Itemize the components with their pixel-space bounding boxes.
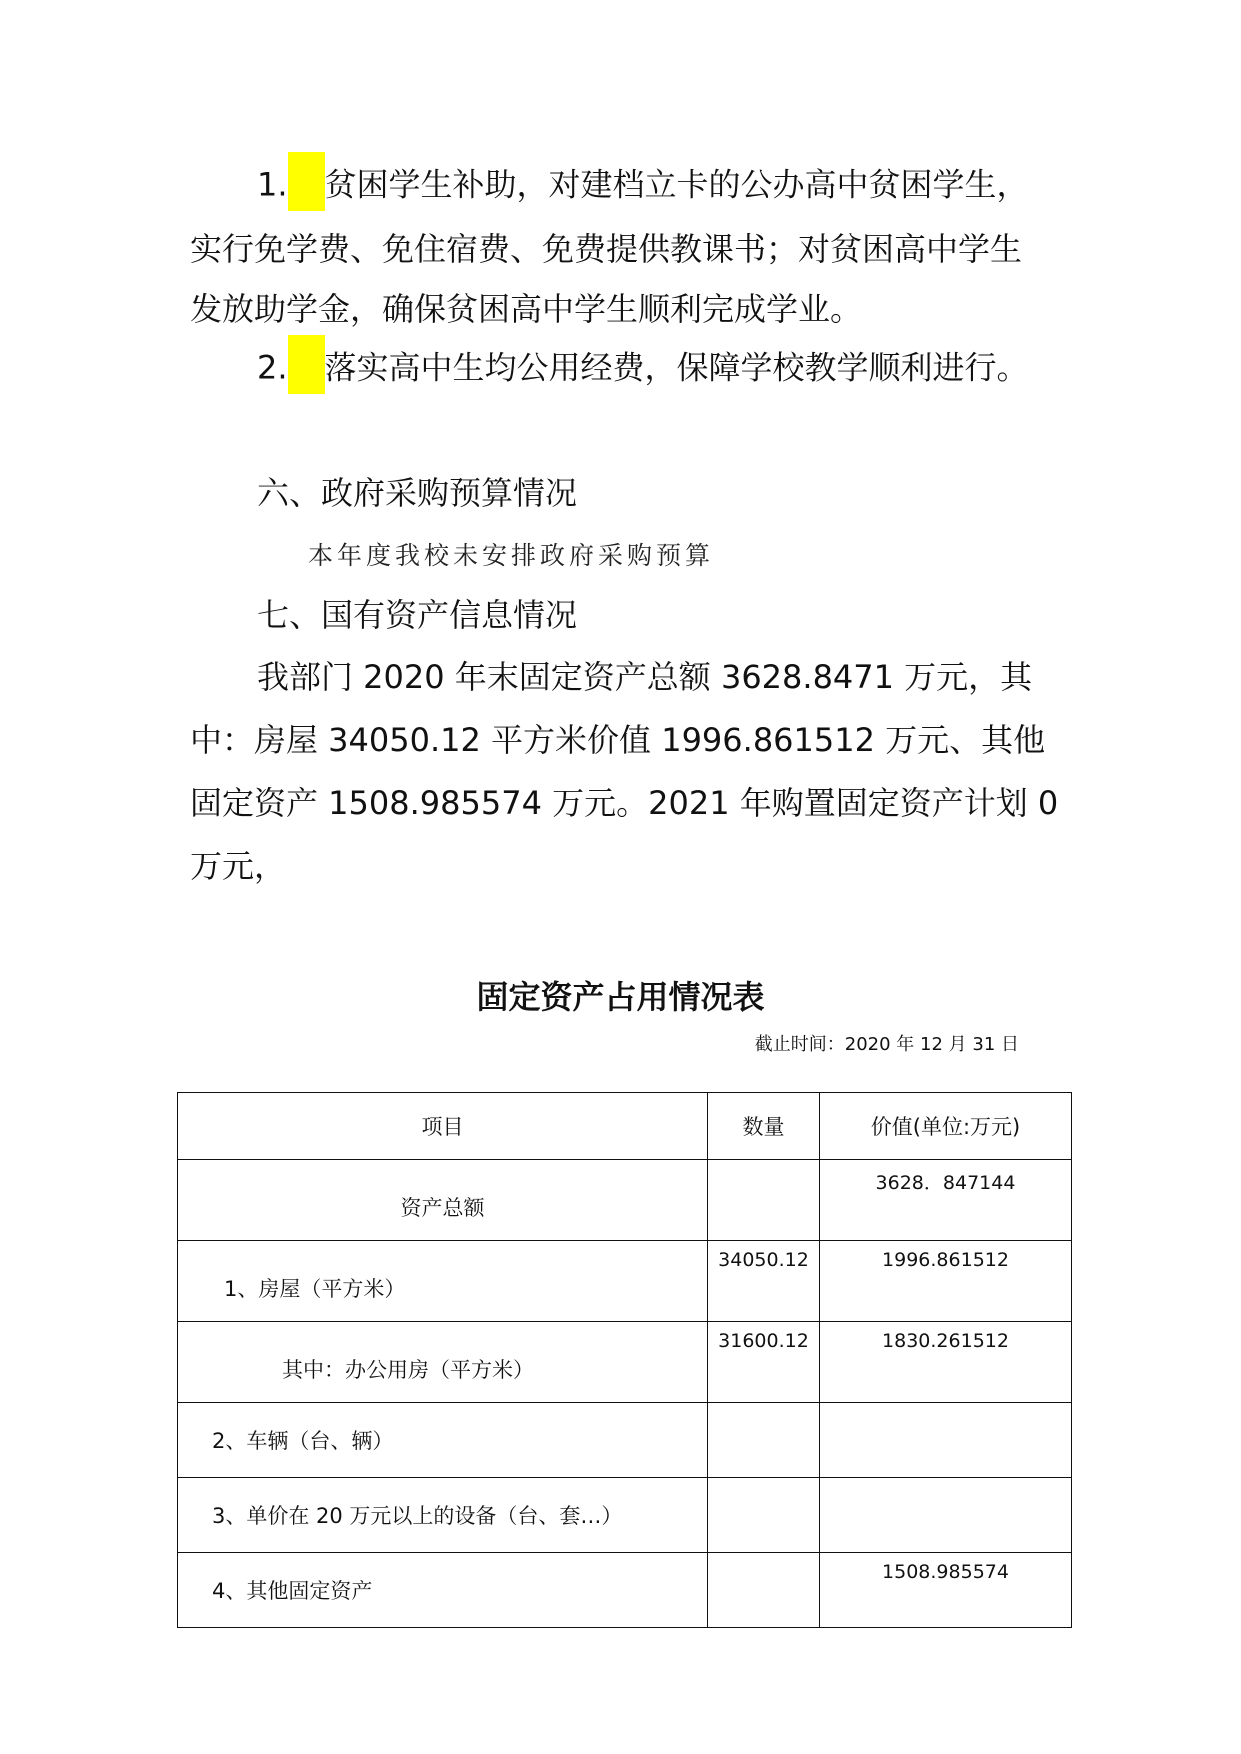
- table-date: 截止时间：2020 年 12 月 31 日: [754, 1034, 1019, 1055]
- table-row: [178, 1478, 1072, 1553]
- row-label: 3、单价在 20 万元以上的设备（台、套…）: [178, 1478, 708, 1553]
- paragraph-3-line-1: 我部门 2020 年末固定资产总额 3628.8471 万元，其: [257, 658, 1033, 696]
- paragraph-3-line-4: 万元，: [190, 847, 287, 885]
- table-title: 固定资产占用情况表: [476, 978, 765, 1016]
- paragraph-text: 落实高中生均公用经费，保障学校教学顺利进行。: [324, 348, 1029, 387]
- fixed-assets-table: [177, 1092, 1072, 1628]
- highlight-mark: [288, 152, 325, 211]
- list-number: 2.: [257, 348, 288, 387]
- paragraph-1-line-2: 实行免学费、免住宿费、免费提供教课书；对贫困高中学生: [190, 230, 1023, 268]
- row-label: 资产总额: [178, 1160, 708, 1241]
- table-row: [178, 1403, 1072, 1478]
- row-label: 其中：办公用房（平方米）: [178, 1322, 708, 1403]
- row-label: 4、其他固定资产: [178, 1553, 708, 1628]
- row-value: 3628．847144: [820, 1160, 1072, 1241]
- header-value: 价值(单位:万元): [820, 1093, 1072, 1160]
- paragraph-3-line-3: 固定资产 1508.985574 万元。2021 年购置固定资产计划 0: [190, 784, 1059, 822]
- table-row: [178, 1241, 1072, 1322]
- row-label: 2、车辆（台、辆）: [178, 1403, 708, 1478]
- paragraph-3-line-2: 中：房屋 34050.12 平方米价值 1996.861512 万元、其他: [190, 721, 1046, 759]
- list-number: 1.: [257, 165, 288, 204]
- paragraph-2-line-1: [257, 345, 1029, 394]
- row-value: 1996.861512: [820, 1241, 1072, 1322]
- paragraph-1-line-1: [257, 162, 1029, 211]
- row-value: 1508.985574: [820, 1553, 1072, 1628]
- heading-7: 七、国有资产信息情况: [257, 596, 578, 634]
- header-item: 项目: [178, 1093, 708, 1160]
- table-row: [178, 1322, 1072, 1403]
- row-quantity: 31600.12: [708, 1322, 820, 1403]
- highlight-mark: [288, 335, 325, 394]
- row-quantity: [708, 1403, 820, 1478]
- row-quantity: 34050.12: [708, 1241, 820, 1322]
- row-quantity: [708, 1478, 820, 1553]
- row-quantity: [708, 1553, 820, 1628]
- table-row: [178, 1160, 1072, 1241]
- paragraph-text: 贫困学生补助，对建档立卡的公办高中贫困学生，: [324, 165, 1029, 204]
- header-quantity: 数量: [708, 1093, 820, 1160]
- row-label: 1、房屋（平方米）: [178, 1241, 708, 1322]
- heading-6-text: 本年度我校未安排政府采购预算: [308, 541, 715, 570]
- row-quantity: [708, 1160, 820, 1241]
- table-row: [178, 1553, 1072, 1628]
- paragraph-1-line-3: 发放助学金，确保贫困高中学生顺利完成学业。: [190, 290, 863, 328]
- heading-6: 六、政府采购预算情况: [257, 474, 578, 512]
- row-value: [820, 1403, 1072, 1478]
- row-value: 1830.261512: [820, 1322, 1072, 1403]
- table-header-row: [178, 1093, 1072, 1160]
- row-value: [820, 1478, 1072, 1553]
